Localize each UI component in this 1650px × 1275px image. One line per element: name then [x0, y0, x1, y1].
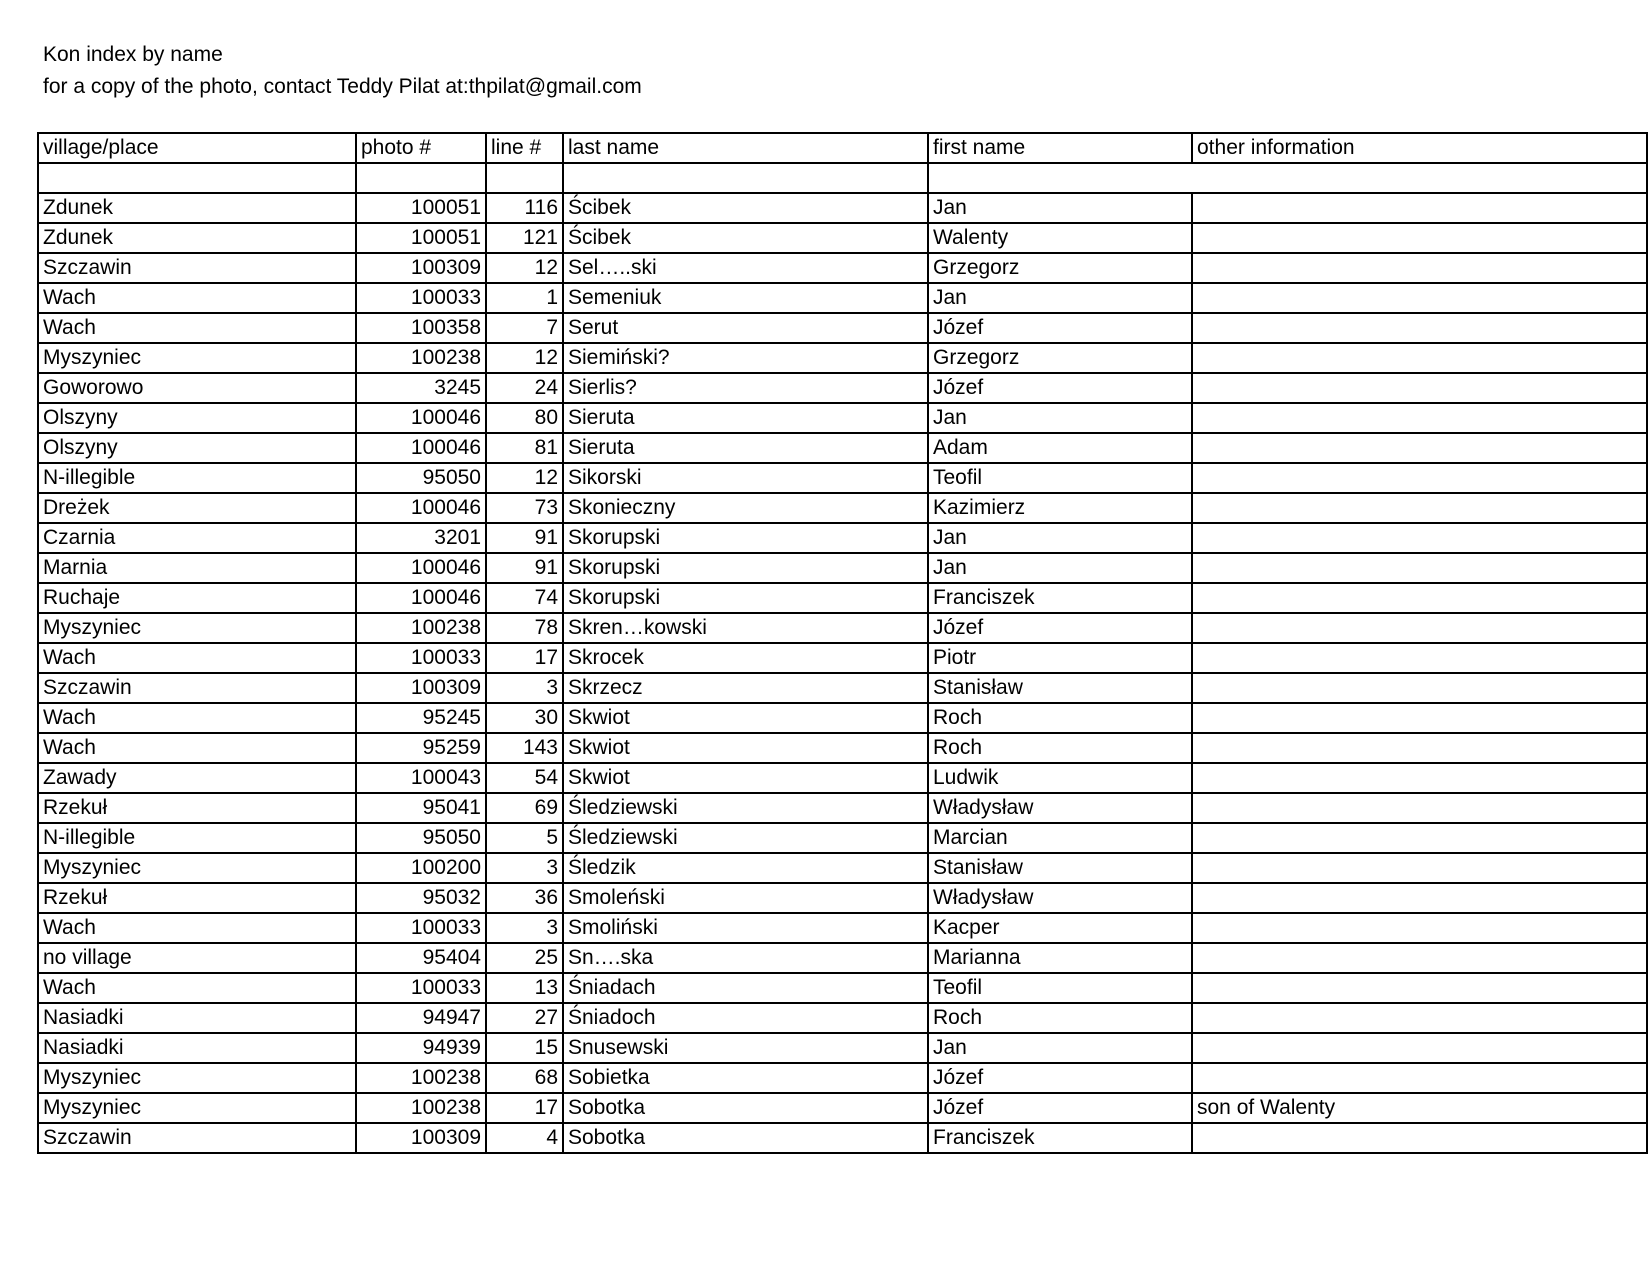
- table-row: [38, 883, 1647, 913]
- cell-village: Nasiadki: [38, 1033, 356, 1063]
- cell-village: Szczawin: [38, 1123, 356, 1153]
- cell-village: Wach: [38, 703, 356, 733]
- cell-first-name: Jan: [928, 523, 1192, 553]
- header-row: [38, 133, 1647, 163]
- cell-photo-number: 100033: [356, 643, 486, 673]
- cell-photo-number: 94939: [356, 1033, 486, 1063]
- cell-photo-number: 100046: [356, 403, 486, 433]
- table-row: [38, 1003, 1647, 1033]
- table-row: [38, 223, 1647, 253]
- cell-other-information: son of Walenty: [1192, 1093, 1647, 1123]
- cell-village: Myszyniec: [38, 1093, 356, 1123]
- header-village: village/place: [38, 133, 356, 163]
- cell-last-name: Skorupski: [563, 523, 928, 553]
- cell-photo-number: 95404: [356, 943, 486, 973]
- cell-village: Marnia: [38, 553, 356, 583]
- spacer-cell: [356, 163, 486, 193]
- cell-last-name: Sobotka: [563, 1123, 928, 1153]
- cell-village: Szczawin: [38, 253, 356, 283]
- cell-other-information: [1192, 403, 1647, 433]
- cell-village: Rzekuł: [38, 883, 356, 913]
- cell-photo-number: 3201: [356, 523, 486, 553]
- cell-line-number: 13: [486, 973, 563, 1003]
- cell-last-name: Ścibek: [563, 223, 928, 253]
- cell-photo-number: 100043: [356, 763, 486, 793]
- cell-line-number: 15: [486, 1033, 563, 1063]
- cell-photo-number: 100051: [356, 193, 486, 223]
- cell-line-number: 78: [486, 613, 563, 643]
- cell-village: Wach: [38, 643, 356, 673]
- cell-line-number: 121: [486, 223, 563, 253]
- cell-first-name: Stanisław: [928, 853, 1192, 883]
- spacer-row: [38, 163, 1647, 193]
- cell-photo-number: 100358: [356, 313, 486, 343]
- cell-first-name: Jan: [928, 1033, 1192, 1063]
- cell-line-number: 12: [486, 463, 563, 493]
- cell-other-information: [1192, 373, 1647, 403]
- cell-first-name: Jan: [928, 403, 1192, 433]
- cell-other-information: [1192, 853, 1647, 883]
- cell-photo-number: 94947: [356, 1003, 486, 1033]
- cell-village: Zdunek: [38, 223, 356, 253]
- cell-first-name: Józef: [928, 373, 1192, 403]
- cell-last-name: Serut: [563, 313, 928, 343]
- table-row: [38, 853, 1647, 883]
- table-row: [38, 193, 1647, 223]
- cell-first-name: Grzegorz: [928, 343, 1192, 373]
- cell-village: Wach: [38, 313, 356, 343]
- cell-last-name: Skonieczny: [563, 493, 928, 523]
- cell-photo-number: 95245: [356, 703, 486, 733]
- cell-first-name: Józef: [928, 613, 1192, 643]
- cell-line-number: 3: [486, 913, 563, 943]
- table-row: [38, 823, 1647, 853]
- cell-photo-number: 100033: [356, 973, 486, 1003]
- table-row: [38, 523, 1647, 553]
- cell-last-name: Skorupski: [563, 583, 928, 613]
- spacer-cell: [928, 163, 1647, 193]
- cell-photo-number: 100046: [356, 583, 486, 613]
- cell-village: Myszyniec: [38, 853, 356, 883]
- cell-photo-number: 100200: [356, 853, 486, 883]
- cell-other-information: [1192, 643, 1647, 673]
- cell-first-name: Piotr: [928, 643, 1192, 673]
- table-body: [38, 193, 1647, 1153]
- cell-last-name: Sel…..ski: [563, 253, 928, 283]
- cell-last-name: Skorupski: [563, 553, 928, 583]
- cell-line-number: 143: [486, 733, 563, 763]
- cell-village: Wach: [38, 913, 356, 943]
- cell-line-number: 25: [486, 943, 563, 973]
- table-row: [38, 253, 1647, 283]
- cell-last-name: Śledziewski: [563, 793, 928, 823]
- table-row: [38, 643, 1647, 673]
- cell-first-name: Roch: [928, 703, 1192, 733]
- cell-other-information: [1192, 1033, 1647, 1063]
- index-table: [37, 132, 1648, 1154]
- cell-line-number: 91: [486, 553, 563, 583]
- document-title: Kon index by name: [43, 43, 223, 66]
- table-row: [38, 1123, 1647, 1153]
- cell-photo-number: 100033: [356, 913, 486, 943]
- cell-first-name: Józef: [928, 313, 1192, 343]
- cell-village: Olszyny: [38, 403, 356, 433]
- cell-first-name: Teofil: [928, 463, 1192, 493]
- cell-other-information: [1192, 733, 1647, 763]
- cell-last-name: Sobotka: [563, 1093, 928, 1123]
- cell-village: N-illegible: [38, 463, 356, 493]
- cell-village: Olszyny: [38, 433, 356, 463]
- cell-photo-number: 95032: [356, 883, 486, 913]
- cell-first-name: Franciszek: [928, 583, 1192, 613]
- cell-other-information: [1192, 1063, 1647, 1093]
- cell-other-information: [1192, 553, 1647, 583]
- cell-line-number: 27: [486, 1003, 563, 1033]
- cell-last-name: Skren…kowski: [563, 613, 928, 643]
- table-row: [38, 793, 1647, 823]
- cell-village: N-illegible: [38, 823, 356, 853]
- cell-last-name: Siemiński?: [563, 343, 928, 373]
- cell-first-name: Ludwik: [928, 763, 1192, 793]
- table-row: [38, 1093, 1647, 1123]
- cell-line-number: 12: [486, 253, 563, 283]
- cell-last-name: Skwiot: [563, 733, 928, 763]
- cell-line-number: 4: [486, 1123, 563, 1153]
- cell-first-name: Józef: [928, 1093, 1192, 1123]
- cell-last-name: Ścibek: [563, 193, 928, 223]
- cell-line-number: 116: [486, 193, 563, 223]
- cell-other-information: [1192, 583, 1647, 613]
- cell-photo-number: 95050: [356, 463, 486, 493]
- header-other-information: other information: [1192, 133, 1647, 163]
- cell-line-number: 12: [486, 343, 563, 373]
- cell-last-name: Sieruta: [563, 433, 928, 463]
- cell-last-name: Śledziewski: [563, 823, 928, 853]
- cell-other-information: [1192, 313, 1647, 343]
- cell-first-name: Władysław: [928, 793, 1192, 823]
- cell-photo-number: 100033: [356, 283, 486, 313]
- cell-other-information: [1192, 223, 1647, 253]
- cell-photo-number: 100046: [356, 433, 486, 463]
- cell-last-name: Snusewski: [563, 1033, 928, 1063]
- cell-first-name: Marianna: [928, 943, 1192, 973]
- table-row: [38, 433, 1647, 463]
- cell-other-information: [1192, 823, 1647, 853]
- header-line: line #: [486, 133, 563, 163]
- cell-last-name: Sikorski: [563, 463, 928, 493]
- cell-photo-number: 3245: [356, 373, 486, 403]
- table-row: [38, 673, 1647, 703]
- cell-photo-number: 100238: [356, 1063, 486, 1093]
- cell-line-number: 54: [486, 763, 563, 793]
- table-row: [38, 583, 1647, 613]
- cell-first-name: Jan: [928, 283, 1192, 313]
- cell-photo-number: 100309: [356, 1123, 486, 1153]
- table-row: [38, 943, 1647, 973]
- cell-line-number: 73: [486, 493, 563, 523]
- cell-line-number: 1: [486, 283, 563, 313]
- cell-village: Wach: [38, 973, 356, 1003]
- table-row: [38, 1033, 1647, 1063]
- cell-last-name: Skrocek: [563, 643, 928, 673]
- cell-village: Szczawin: [38, 673, 356, 703]
- cell-village: Wach: [38, 283, 356, 313]
- table-row: [38, 973, 1647, 1003]
- cell-last-name: Sobietka: [563, 1063, 928, 1093]
- table-row: [38, 703, 1647, 733]
- cell-photo-number: 100238: [356, 1093, 486, 1123]
- cell-other-information: [1192, 973, 1647, 1003]
- table-row: [38, 733, 1647, 763]
- cell-line-number: 74: [486, 583, 563, 613]
- cell-other-information: [1192, 253, 1647, 283]
- table-row: [38, 343, 1647, 373]
- cell-other-information: [1192, 913, 1647, 943]
- cell-line-number: 7: [486, 313, 563, 343]
- cell-last-name: Sierlis?: [563, 373, 928, 403]
- cell-other-information: [1192, 883, 1647, 913]
- cell-first-name: Grzegorz: [928, 253, 1192, 283]
- cell-line-number: 91: [486, 523, 563, 553]
- cell-first-name: Władysław: [928, 883, 1192, 913]
- cell-last-name: Skwiot: [563, 763, 928, 793]
- cell-first-name: Roch: [928, 733, 1192, 763]
- cell-village: Nasiadki: [38, 1003, 356, 1033]
- cell-village: Myszyniec: [38, 1063, 356, 1093]
- cell-first-name: Jan: [928, 553, 1192, 583]
- cell-last-name: Skwiot: [563, 703, 928, 733]
- cell-other-information: [1192, 433, 1647, 463]
- cell-line-number: 24: [486, 373, 563, 403]
- cell-line-number: 3: [486, 853, 563, 883]
- cell-village: Goworowo: [38, 373, 356, 403]
- cell-other-information: [1192, 763, 1647, 793]
- header-photo: photo #: [356, 133, 486, 163]
- cell-line-number: 17: [486, 643, 563, 673]
- cell-village: Zawady: [38, 763, 356, 793]
- cell-other-information: [1192, 703, 1647, 733]
- cell-photo-number: 100309: [356, 253, 486, 283]
- cell-other-information: [1192, 493, 1647, 523]
- contact-line: for a copy of the photo, contact Teddy Pilat at:thpilat@gmail.com: [43, 75, 642, 98]
- cell-line-number: 81: [486, 433, 563, 463]
- cell-other-information: [1192, 1003, 1647, 1033]
- cell-photo-number: 100309: [356, 673, 486, 703]
- cell-first-name: Kacper: [928, 913, 1192, 943]
- cell-line-number: 68: [486, 1063, 563, 1093]
- cell-last-name: Śniadoch: [563, 1003, 928, 1033]
- cell-last-name: Śniadach: [563, 973, 928, 1003]
- cell-village: Dreżek: [38, 493, 356, 523]
- cell-village: Rzekuł: [38, 793, 356, 823]
- table-row: [38, 553, 1647, 583]
- cell-last-name: Śledzik: [563, 853, 928, 883]
- spacer-cell: [38, 163, 356, 193]
- cell-photo-number: 95041: [356, 793, 486, 823]
- cell-village: Myszyniec: [38, 343, 356, 373]
- table-row: [38, 463, 1647, 493]
- cell-first-name: Adam: [928, 433, 1192, 463]
- table-row: [38, 763, 1647, 793]
- table-row: [38, 613, 1647, 643]
- cell-last-name: Smoleński: [563, 883, 928, 913]
- cell-last-name: Skrzecz: [563, 673, 928, 703]
- cell-village: no village: [38, 943, 356, 973]
- header-last-name: last name: [563, 133, 928, 163]
- cell-photo-number: 100051: [356, 223, 486, 253]
- cell-village: Wach: [38, 733, 356, 763]
- cell-first-name: Roch: [928, 1003, 1192, 1033]
- cell-photo-number: 100046: [356, 493, 486, 523]
- cell-other-information: [1192, 463, 1647, 493]
- cell-village: Czarnia: [38, 523, 356, 553]
- table-row: [38, 283, 1647, 313]
- cell-first-name: Teofil: [928, 973, 1192, 1003]
- cell-photo-number: 95259: [356, 733, 486, 763]
- cell-village: Myszyniec: [38, 613, 356, 643]
- cell-first-name: Kazimierz: [928, 493, 1192, 523]
- cell-photo-number: 100046: [356, 553, 486, 583]
- cell-photo-number: 95050: [356, 823, 486, 853]
- cell-line-number: 5: [486, 823, 563, 853]
- cell-first-name: Franciszek: [928, 1123, 1192, 1153]
- cell-other-information: [1192, 613, 1647, 643]
- spacer-cell: [486, 163, 563, 193]
- cell-photo-number: 100238: [356, 613, 486, 643]
- table-row: [38, 373, 1647, 403]
- cell-line-number: 69: [486, 793, 563, 823]
- cell-village: Ruchaje: [38, 583, 356, 613]
- cell-line-number: 30: [486, 703, 563, 733]
- cell-line-number: 3: [486, 673, 563, 703]
- cell-other-information: [1192, 1123, 1647, 1153]
- cell-last-name: Sieruta: [563, 403, 928, 433]
- cell-other-information: [1192, 673, 1647, 703]
- table-row: [38, 1063, 1647, 1093]
- cell-line-number: 17: [486, 1093, 563, 1123]
- cell-first-name: Józef: [928, 1063, 1192, 1093]
- cell-last-name: Sn….ska: [563, 943, 928, 973]
- cell-first-name: Jan: [928, 193, 1192, 223]
- table-row: [38, 913, 1647, 943]
- cell-other-information: [1192, 343, 1647, 373]
- cell-other-information: [1192, 943, 1647, 973]
- cell-line-number: 36: [486, 883, 563, 913]
- cell-other-information: [1192, 523, 1647, 553]
- table-row: [38, 403, 1647, 433]
- cell-photo-number: 100238: [356, 343, 486, 373]
- cell-village: Zdunek: [38, 193, 356, 223]
- header-first-name: first name: [928, 133, 1192, 163]
- cell-other-information: [1192, 793, 1647, 823]
- cell-last-name: Semeniuk: [563, 283, 928, 313]
- cell-line-number: 80: [486, 403, 563, 433]
- cell-other-information: [1192, 193, 1647, 223]
- spacer-cell: [563, 163, 928, 193]
- cell-last-name: Smoliński: [563, 913, 928, 943]
- table-row: [38, 313, 1647, 343]
- cell-first-name: Stanisław: [928, 673, 1192, 703]
- cell-first-name: Walenty: [928, 223, 1192, 253]
- table-row: [38, 493, 1647, 523]
- cell-first-name: Marcian: [928, 823, 1192, 853]
- cell-other-information: [1192, 283, 1647, 313]
